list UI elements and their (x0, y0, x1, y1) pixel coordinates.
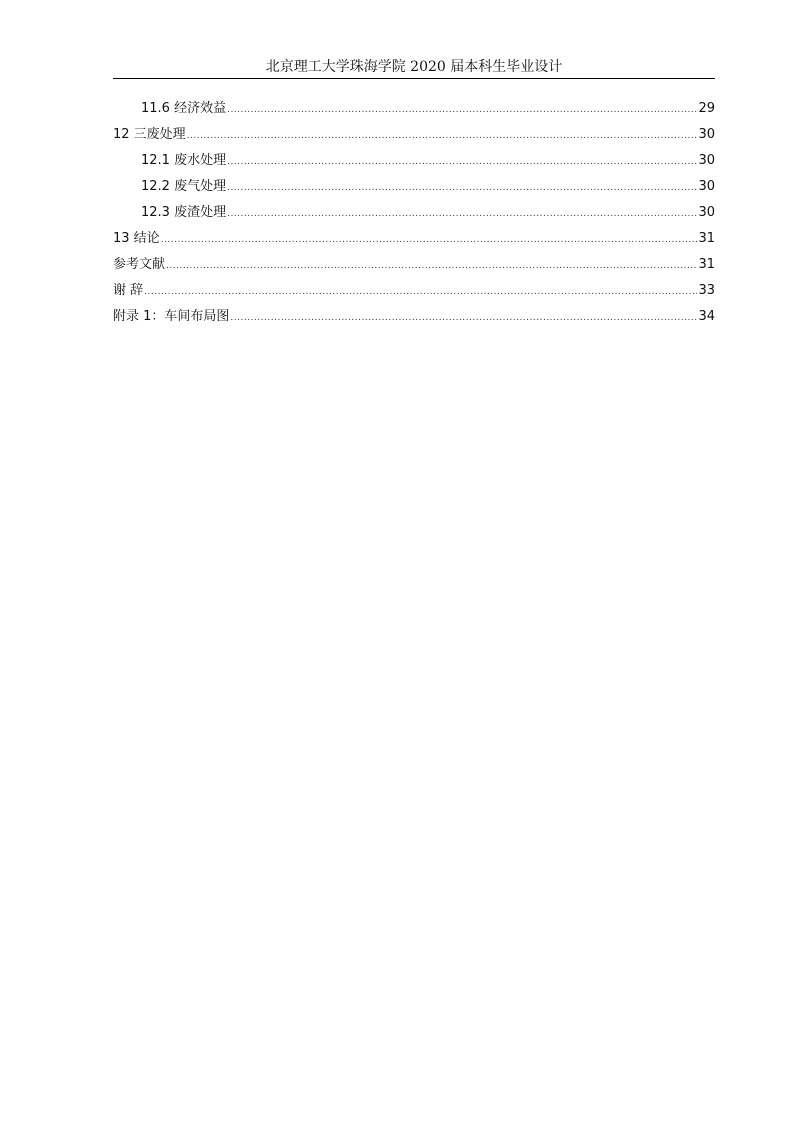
toc-entry-11-6[interactable] (113, 96, 715, 122)
toc-entry-title: 12.2 废气处理 (141, 179, 227, 194)
toc-entry-title: 11.6 经济效益 (141, 101, 227, 116)
toc-entry-title: 谢 辞 (113, 283, 144, 298)
toc-dot-leader (227, 97, 697, 123)
header-divider (113, 78, 715, 79)
toc-entry-acknowledgements[interactable] (113, 278, 715, 304)
toc-entry-title: 参考文献 (113, 257, 166, 272)
toc-dot-leader (166, 253, 697, 279)
toc-entry-title: 附录 1：车间布局图 (113, 309, 230, 324)
toc-dot-leader (187, 123, 698, 149)
toc-entry-page: 29 (698, 101, 715, 116)
toc-entry-references[interactable] (113, 252, 715, 278)
toc-entry-appendix-1[interactable] (113, 304, 715, 330)
toc-entry-13[interactable] (113, 226, 715, 252)
toc-dot-leader (227, 149, 697, 175)
page-header-title: 北京理工大学珠海学院 2020 届本科生毕业设计 (265, 59, 563, 75)
table-of-contents (113, 96, 715, 330)
toc-entry-page: 30 (698, 127, 715, 142)
toc-entry-12[interactable] (113, 122, 715, 148)
toc-entry-12-2[interactable] (113, 174, 715, 200)
toc-dot-leader (144, 279, 697, 305)
toc-entry-title: 12 三废处理 (113, 127, 186, 142)
toc-entry-page: 31 (698, 231, 715, 246)
toc-entry-page: 31 (698, 257, 715, 272)
toc-entry-12-3[interactable] (113, 200, 715, 226)
toc-entry-page: 30 (698, 205, 715, 220)
toc-entry-page: 30 (698, 179, 715, 194)
toc-dot-leader (230, 305, 697, 331)
toc-entry-title: 13 结论 (113, 231, 160, 246)
toc-entry-12-1[interactable] (113, 148, 715, 174)
toc-entry-title: 12.3 废渣处理 (141, 205, 227, 220)
toc-dot-leader (161, 227, 698, 253)
toc-entry-page: 34 (698, 309, 715, 324)
toc-entry-title: 12.1 废水处理 (141, 153, 227, 168)
toc-dot-leader (227, 175, 697, 201)
toc-entry-page: 33 (698, 283, 715, 298)
toc-dot-leader (227, 201, 697, 227)
toc-entry-page: 30 (698, 153, 715, 168)
